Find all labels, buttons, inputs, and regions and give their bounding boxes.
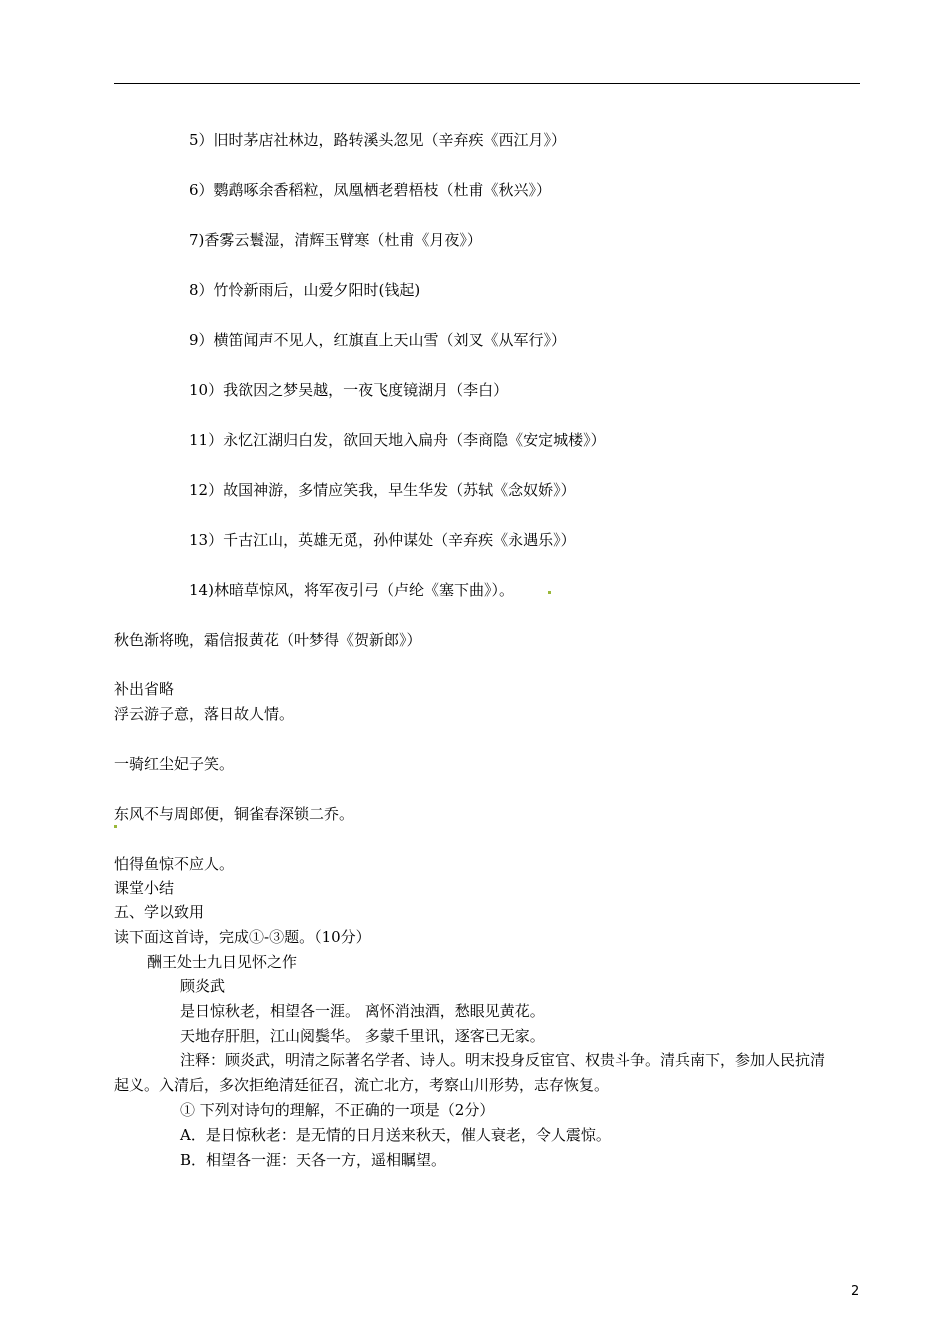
verse-item-11: 11）永忆江湖归白发，欲回天地入扁舟（李商隐《安定城楼》） — [189, 431, 606, 449]
verse-item-5: 5）旧时茅店社林边，路转溪头忽见（辛弃疾《西江月》） — [189, 131, 567, 149]
question-1: ① 下列对诗句的理解，不正确的一项是（2分） — [180, 1101, 495, 1119]
verse-item-8: 8）竹怜新雨后，山爱夕阳时(钱起) — [189, 281, 421, 299]
section-heading: 五、学以致用 — [114, 903, 205, 921]
note-line-2: 起义。入清后，多次拒绝清廷征召，流亡北方，考察山川形势，志存恢复。 — [114, 1076, 610, 1094]
option-b: B．相望各一涯：天各一方，遥相瞩望。 — [180, 1151, 447, 1169]
supplement-line-3: 东风不与周郎便，铜雀春深锁二乔。 — [114, 805, 355, 823]
verse-item-10: 10）我欲因之梦吴越，一夜飞度镜湖月（李白） — [189, 381, 509, 399]
supplement-line-1: 浮云游子意，落日故人情。 — [114, 705, 295, 723]
marker-dot — [548, 591, 551, 594]
page-number: 2 — [851, 1284, 860, 1299]
verse-item-9: 9）横笛闻声不见人，红旗直上天山雪（刘叉《从军行》） — [189, 331, 567, 349]
read-instruction: 读下面这首诗，完成①-③题。（10分） — [114, 928, 371, 946]
poem-line-2: 天地存肝胆，江山阅鬓华。 多蒙千里讯，逐客已无家。 — [180, 1027, 545, 1045]
poem-author: 顾炎武 — [180, 977, 226, 995]
supplement-heading: 补出省略 — [114, 680, 175, 698]
option-a: A．是日惊秋老：是无情的日月送来秋天，催人衰老，令人震惊。 — [180, 1126, 611, 1144]
supplement-line-2: 一骑红尘妃子笑。 — [114, 755, 235, 773]
verse-item-6: 6）鹦鹉啄余香稻粒，凤凰栖老碧梧枝（杜甫《秋兴》） — [189, 181, 552, 199]
verse-item-12: 12）故国神游，多情应笑我，早生华发（苏轼《念奴娇》） — [189, 481, 576, 499]
verse-item-13: 13）千古江山，英雄无觅，孙仲谋处（辛弃疾《永遇乐》） — [189, 531, 576, 549]
note-line-1: 注释：顾炎武，明清之际著名学者、诗人。明末投身反宦官、权贵斗争。清兵南下，参加人民抗清 — [180, 1051, 826, 1069]
marker-dot — [114, 825, 117, 828]
summary-heading: 课堂小结 — [114, 879, 175, 897]
verse-autumn: 秋色渐将晚，霜信报黄花（叶梦得《贺新郎》） — [114, 631, 422, 649]
header-rule — [114, 83, 860, 84]
poem-title: 酬王处士九日见怀之作 — [147, 953, 298, 971]
supplement-line-4: 怕得鱼惊不应人。 — [114, 855, 235, 873]
verse-item-7: 7)香雾云鬟湿，清辉玉臂寒（杜甫《月夜》） — [189, 231, 482, 249]
verse-item-14: 14)林暗草惊风，将军夜引弓（卢纶《塞下曲》）。 — [189, 581, 514, 599]
poem-line-1: 是日惊秋老，相望各一涯。 离怀消浊酒，愁眼见黄花。 — [180, 1002, 545, 1020]
